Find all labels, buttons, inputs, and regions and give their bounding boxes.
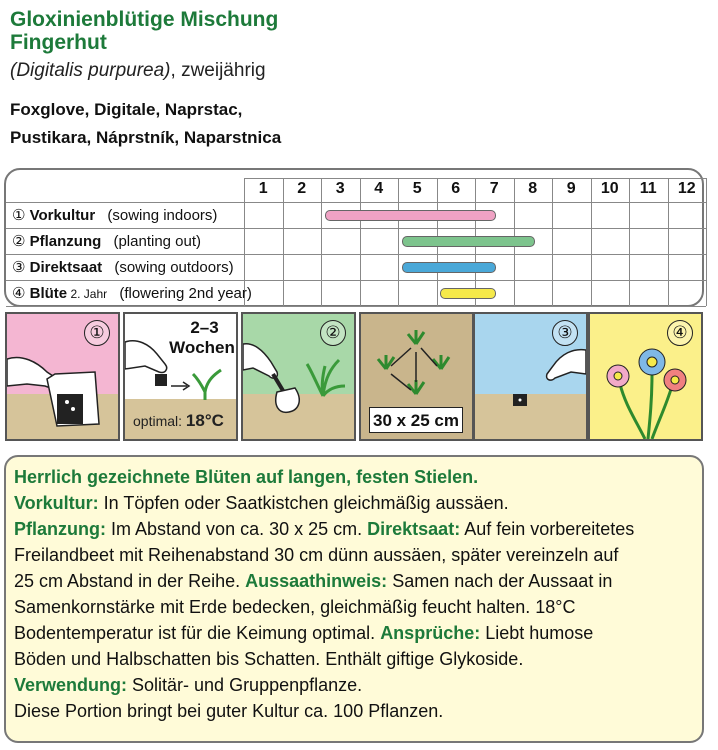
sowing-calendar (4, 168, 704, 307)
row-name: Direktsaat (29, 259, 103, 276)
product-subtitle: Fingerhut (10, 31, 107, 54)
description-verwendung: Verwendung: Solitär- und Gruppenpflanze. (14, 675, 363, 695)
description-pflanzung: Pflanzung: Im Abstand von ca. 30 x 25 cm. Direktsaat: Auf fein vorbereitetes (14, 519, 635, 539)
row-name: Pflanzung (29, 233, 102, 250)
row-name: Vorkultur (29, 207, 96, 224)
panel-number-1: ① (84, 320, 110, 346)
panel-germination (123, 312, 238, 441)
grid-vline (398, 178, 399, 306)
description-portion: Diese Portion bringt bei guter Kultur ca. 100 Pflanzen. (14, 701, 444, 721)
panel-sowing-indoors (5, 312, 120, 441)
grid-vline (321, 178, 322, 306)
description-line4: Freilandbeet mit Reihenabstand 30 cm dünn aussäen, später vereinzeln auf (14, 545, 619, 565)
panel-number-4: ④ (667, 320, 693, 346)
month-label-1: 1 (258, 180, 268, 197)
month-label-6: 6 (451, 180, 461, 197)
month-label-5: 5 (412, 180, 422, 197)
weeks-label: Wochen (169, 338, 235, 357)
grid-hline (6, 280, 706, 281)
grid-vline (360, 178, 361, 306)
calendar-row-label (12, 232, 201, 250)
spacing-label: 30 x 25 cm (372, 411, 459, 430)
description-line8: Böden und Halbschatten bis Schatten. Enthält giftige Glykoside. (14, 649, 524, 669)
description-box (4, 455, 704, 743)
weeks-count: 2–3 (190, 318, 219, 337)
month-label-4: 4 (374, 180, 384, 197)
description-line5: 25 cm Abstand in der Reihe. Aussaathinweis: Samen nach der Aussaat in (14, 571, 613, 591)
grid-hline (6, 202, 706, 203)
month-label-7: 7 (489, 180, 499, 197)
calendar-row-label (12, 258, 234, 276)
row-extra: 2. Jahr (67, 287, 108, 301)
grid-hline (6, 228, 706, 229)
calendar-row-label (12, 284, 252, 302)
calendar-bar (402, 262, 496, 273)
flowers-icon (590, 314, 701, 439)
row-english: (sowing indoors) (103, 207, 218, 224)
month-label-10: 10 (600, 180, 619, 197)
row-english: (flowering 2nd year) (115, 285, 252, 302)
latin-name: (Digitalis purpurea), zweijährig (10, 60, 266, 81)
row-english: (sowing outdoors) (110, 259, 234, 276)
grid-vline (629, 178, 630, 306)
grid-hline (244, 178, 706, 179)
month-label-3: 3 (335, 180, 345, 197)
row-number: ④ (12, 285, 30, 302)
panel-spacing (359, 312, 474, 441)
month-label-12: 12 (677, 180, 696, 197)
panel-number-2: ② (320, 320, 346, 346)
grid-vline (706, 178, 707, 306)
month-label-8: 8 (528, 180, 538, 197)
row-number: ② (12, 233, 30, 250)
row-number: ① (12, 207, 30, 224)
calendar-bar (402, 236, 535, 247)
grid-hline (6, 254, 706, 255)
panel-number-3: ③ (552, 320, 578, 346)
description-vorkultur: Vorkultur: In Töpfen oder Saatkistchen gleichmäßig aussäen. (14, 493, 509, 513)
optimal-temp: optimal: 18°C (133, 411, 224, 430)
grid-vline (283, 178, 284, 306)
panel-flowering (588, 312, 703, 441)
grid-vline (591, 178, 592, 306)
description-headline: Herrlich gezeichnete Blüten auf langen, festen Stielen. (14, 467, 479, 487)
calendar-bar (440, 288, 496, 299)
row-number: ③ (12, 259, 30, 276)
panel-sowing-outdoors (473, 312, 588, 441)
month-label-11: 11 (639, 180, 657, 197)
month-label-2: 2 (297, 180, 307, 197)
common-names-line2: Pustikara, Náprstník, Naparstnica (10, 128, 282, 147)
grid-vline (668, 178, 669, 306)
hand-sowing-pot-icon (7, 314, 118, 439)
panel-planting-out (241, 312, 356, 441)
row-name: Blüte (29, 285, 68, 302)
hand-sowing-outdoor-icon (475, 314, 586, 439)
row-english: (planting out) (109, 233, 202, 250)
grid-vline (552, 178, 553, 306)
description-line6: Samenkornstärke mit Erde bedecken, gleichmäßig feucht halten. 18°C (14, 597, 576, 617)
grid-hline (6, 306, 706, 307)
product-title: Gloxinienblütige Mischung (10, 8, 279, 31)
description-line7: Bodentemperatur ist für die Keimung optimal. Ansprüche: Liebt humose (14, 623, 594, 643)
month-label-9: 9 (566, 180, 576, 197)
common-names-line1: Foxglove, Digitale, Naprstac, (10, 100, 243, 119)
calendar-bar (325, 210, 496, 221)
calendar-row-label (12, 206, 217, 224)
trowel-planting-icon (243, 314, 354, 439)
